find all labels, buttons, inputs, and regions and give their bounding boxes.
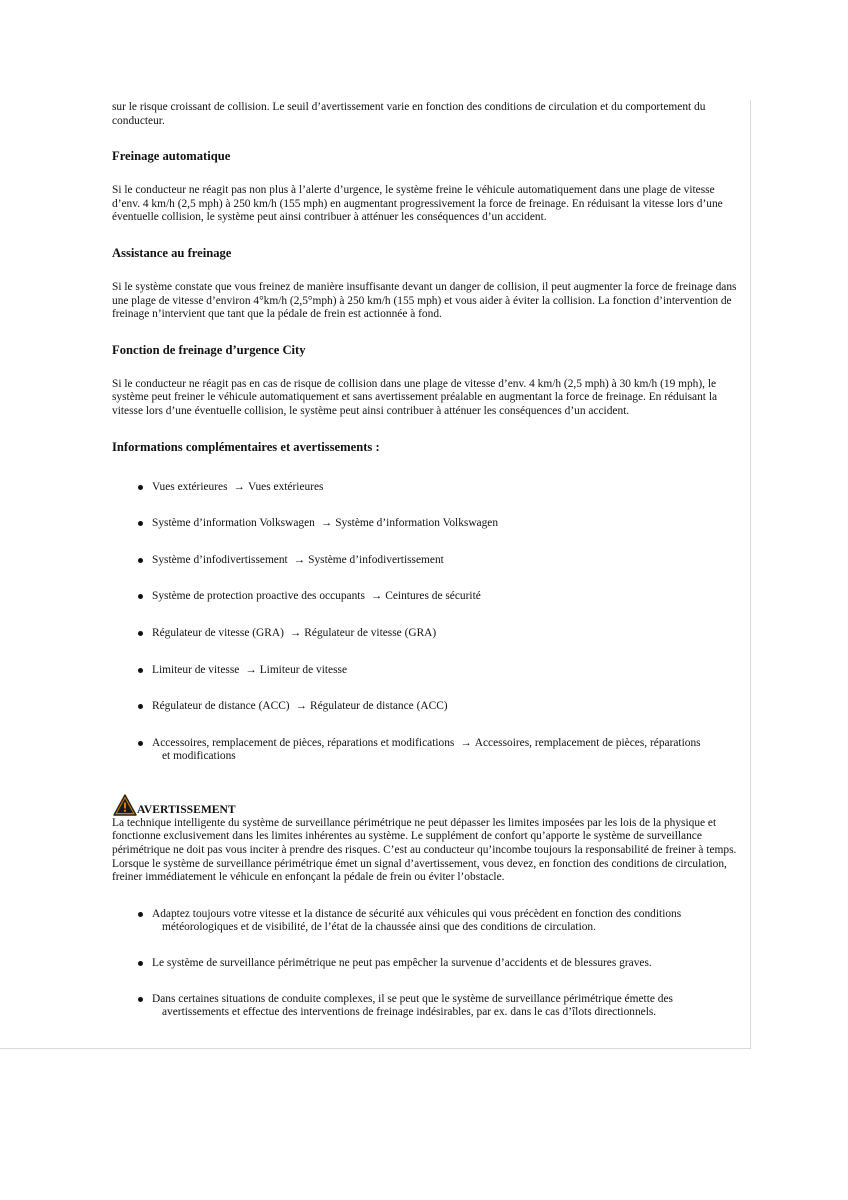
list-item[interactable] <box>112 664 740 678</box>
bullet-icon <box>138 631 143 636</box>
item-link[interactable]: Ceintures de sécurité <box>385 590 481 603</box>
heading-freinage-urgence-city: Fonction de freinage d’urgence City <box>112 342 306 357</box>
list-item <box>112 957 740 971</box>
item-label: Accessoires, remplacement de pièces, réparations et modifications <box>152 736 455 749</box>
bullet-icon <box>138 558 143 563</box>
warning-bullet-line: Adaptez toujours votre vitesse et la distance de sécurité aux véhicules qui vous précèdent en fonction des conditions <box>152 907 682 920</box>
heading-freinage-automatique: Freinage automatique <box>112 149 231 164</box>
arrow-right-icon: → <box>233 480 245 493</box>
item-link[interactable]: Accessoires, remplacement de pièces, réparations <box>474 736 701 749</box>
info-link-list <box>112 481 740 764</box>
item-label: Régulateur de vitesse (GRA) <box>152 626 284 639</box>
list-item[interactable] <box>112 700 740 714</box>
warning-bullet-line: Dans certaines situations de conduite complexes, il se peut que le système de surveillance périmétrique émette des <box>152 992 673 1005</box>
warning-title-row <box>112 794 740 816</box>
item-link[interactable]: Système d’information Volkswagen <box>335 517 499 530</box>
item-label: Système d’infodivertissement <box>152 553 288 566</box>
item-link[interactable]: Régulateur de vitesse (GRA) <box>304 626 437 639</box>
list-item[interactable] <box>112 627 740 641</box>
list-item[interactable] <box>112 554 740 568</box>
intro-paragraph: sur le risque croissant de collision. Le seuil d’avertissement varie en fonction des conditions de circulation et du comportement du conducteur. <box>112 101 706 127</box>
item-label: Limiteur de vitesse <box>152 663 240 676</box>
bullet-icon <box>138 912 143 917</box>
warning-bullet-continuation: météorologiques et de visibilité, de l’état de la chaussée ainsi que des conditions de circulation. <box>162 921 596 934</box>
arrow-right-icon: → <box>370 590 383 603</box>
warning-title: AVERTISSEMENT <box>137 802 236 816</box>
item-label: Système de protection proactive des occupants <box>152 590 365 603</box>
warning-triangle-icon <box>113 794 137 816</box>
arrow-right-icon: → <box>245 663 257 676</box>
item-link[interactable]: Régulateur de distance (ACC) <box>310 700 448 713</box>
heading-informations: Informations complémentaires et avertissements : <box>112 439 380 454</box>
warning-block <box>112 794 740 1020</box>
right-border-line <box>750 100 751 1048</box>
arrow-right-icon: → <box>460 736 472 749</box>
bullet-icon <box>138 594 143 599</box>
item-link[interactable]: Vues extérieures <box>247 480 324 493</box>
bottom-border-line <box>0 1048 751 1049</box>
bullet-icon <box>138 485 143 490</box>
list-item <box>112 993 740 1020</box>
paragraph-freinage-urgence-city: Si le conducteur ne réagit pas en cas de risque de collision dans une plage de vitesse d’env. 4 km/h (2,5 mph) à 30 km/h (19 mph), le système peut freiner le véhicule automatiquement et sans avertissement préalable en augmentant la force de freinage. En réduisant la vitesse lors d’une éventuelle collision, le système peut ainsi contribuer à atténuer les conséquences d’un accident. <box>112 377 718 417</box>
bullet-icon <box>138 741 143 746</box>
bullet-icon <box>138 961 143 966</box>
list-item[interactable] <box>112 737 740 764</box>
warning-paragraph: La technique intelligente du système de surveillance périmétrique ne peut dépasser les limites imposées par les lois de la physique et fonctionne exclusivement dans les limites inhérentes au système. Le supplément de confort qu’apporte le système de surveillance périmétrique ne doit pas vous inciter à prendre des risques. C’est au conducteur qu’incombe toujours la responsabilité de freiner à temps. Lorsque le système de surveillance périmétrique émet un signal d’avertissement, vous devez, en fonction des conditions de circulation, freiner immédiatement le véhicule en enfonçant la pédale de frein ou éviter l’obstacle. <box>112 816 737 884</box>
bullet-icon <box>138 521 143 526</box>
bullet-icon <box>138 997 143 1002</box>
list-item[interactable] <box>112 590 740 604</box>
arrow-right-icon: → <box>320 517 333 530</box>
arrow-right-icon: → <box>295 700 307 713</box>
list-item[interactable] <box>112 481 740 495</box>
warning-bullet-continuation: avertissements et effectue des interventions de freinage indésirables, par ex. dans le cas d’îlots directionnels. <box>162 1006 657 1019</box>
arrow-right-icon: → <box>289 626 302 639</box>
warning-bullet-list <box>112 908 740 1020</box>
bullet-icon <box>138 668 143 673</box>
list-item[interactable] <box>112 517 740 531</box>
arrow-right-icon: → <box>293 553 306 566</box>
paragraph-freinage-automatique: Si le conducteur ne réagit pas non plus à l’alerte d’urgence, le système freine le véhicule automatiquement dans une plage de vitesse d’env. 4 km/h (2,5 mph) à 250 km/h (155 mph) en augmentant progressivement la force de freinage. En réduisant la vitesse lors d’une éventuelle collision, le système peut ainsi contribuer à atténuer les conséquences d’un accident. <box>112 184 723 224</box>
list-item <box>112 908 740 935</box>
item-link[interactable]: Système d’infodivertissement <box>308 553 444 566</box>
item-label: Vues extérieures <box>152 480 228 493</box>
heading-assistance-freinage: Assistance au freinage <box>112 245 232 260</box>
item-link-continuation[interactable]: et modifications <box>162 750 236 763</box>
warning-bullet-line: Le système de surveillance périmétrique ne peut pas empêcher la survenue d’accidents et de blessures graves. <box>152 957 652 970</box>
bullet-icon <box>138 704 143 709</box>
paragraph-assistance-freinage: Si le système constate que vous freinez de manière insuffisante devant un danger de collision, il peut augmenter la force de freinage dans une plage de vitesse d’environ 4°km/h (2,5°mph) à 250 km/h (155 mph) et vous aider à éviter la collision. La fonction d’intervention de freinage n’intervient que tant que la pédale de frein est actionnée à fond. <box>112 280 737 321</box>
item-link[interactable]: Limiteur de vitesse <box>259 663 348 676</box>
page-content <box>112 101 740 1042</box>
item-label: Système d’information Volkswagen <box>152 517 315 530</box>
item-label: Régulateur de distance (ACC) <box>152 700 290 713</box>
